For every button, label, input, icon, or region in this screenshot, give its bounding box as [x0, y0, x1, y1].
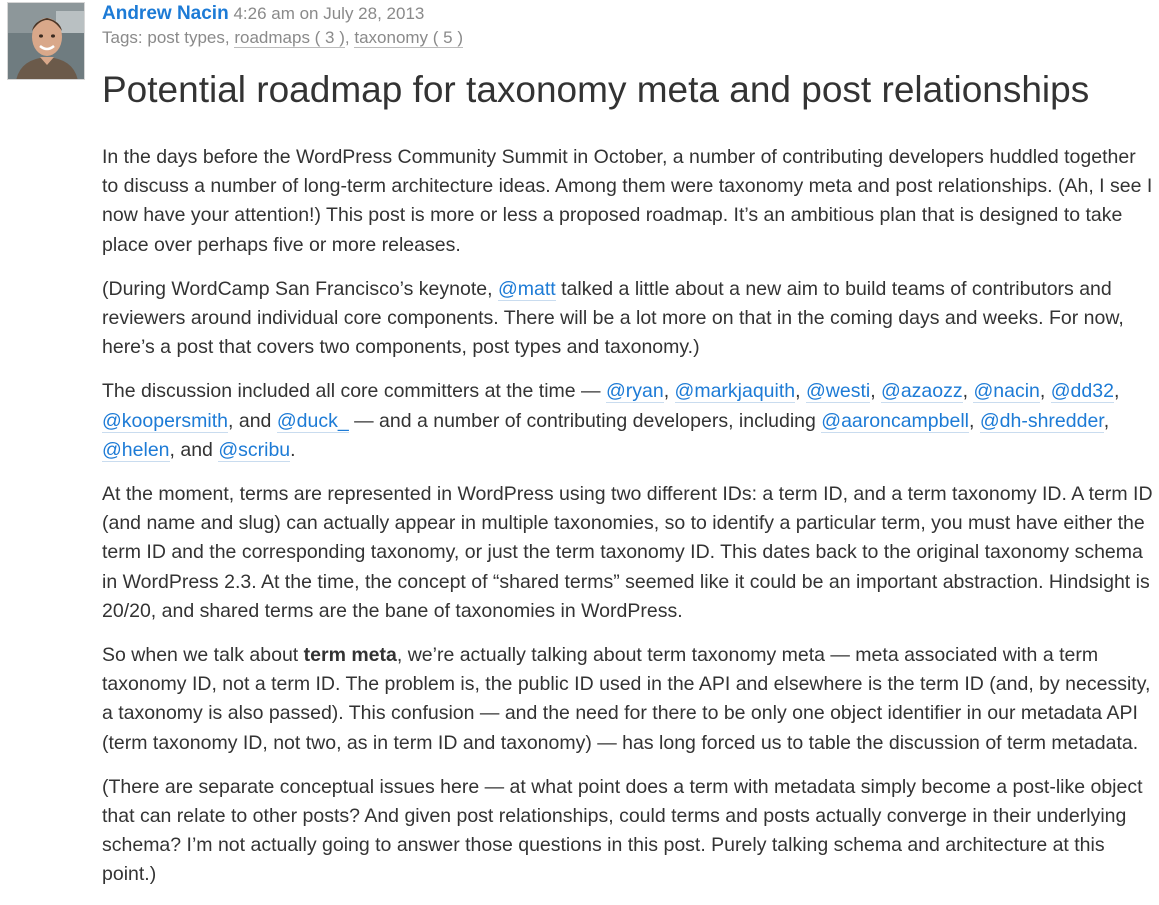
- tags-label: Tags:: [102, 28, 143, 47]
- p2-text-b: talked a little about a new aim to build teams of contributors and reviewers around individual core components. There will be a lot more on that in the coming days and weeks. For now, here’s a post that covers two components, post types and taxonomy.): [102, 277, 1124, 359]
- mention-duck[interactable]: @duck_: [276, 409, 349, 432]
- mention-dh-shredder[interactable]: @dh-shredder: [979, 409, 1104, 432]
- term-meta-bold: term meta: [303, 644, 397, 667]
- paragraph-2: [102, 275, 1156, 363]
- and-word: and: [238, 409, 272, 432]
- byline: [102, 2, 1142, 26]
- separator: ,: [1103, 409, 1110, 432]
- separator: ,: [228, 409, 234, 432]
- mention-westi[interactable]: @westi: [805, 380, 871, 403]
- separator: ,: [1113, 380, 1120, 403]
- tag-post-types[interactable]: post types: [147, 28, 225, 47]
- mention-matt[interactable]: @matt: [497, 277, 556, 300]
- author-avatar[interactable]: [7, 2, 85, 80]
- post-tags: [102, 26, 1142, 50]
- paragraph-4: At the moment, terms are represented in WordPress using two different IDs: a term ID, and a term taxonomy ID. A term ID (and name and slug) can actually appear in multiple taxonomies, so to identify a particular term, you must have either the term ID and the corresponding taxonomy, or just the term taxonomy ID. This dates back to the original taxonomy schema in WordPress 2.3. At the time, the concept of “shared terms” seemed like it could be an important abstraction. Hindsight is 20/20, and shared terms are the bane of taxonomies in WordPress.: [102, 483, 1153, 622]
- mention-dd32[interactable]: @dd32: [1050, 380, 1114, 403]
- p3-text-b: — and a number of contributing developers, including: [348, 409, 822, 432]
- paragraph-1: In the days before the WordPress Community Summit in October, a number of contributing developers huddled together to discuss a number of long-term architecture ideas. Among them were taxonomy meta and post relationships. (Ah, I see I now have your attention!) This post is more or less a proposed roadmap. It’s an ambitious plan that is designed to take place over perhaps five or more releases.: [102, 146, 1153, 256]
- mention-koopersmith[interactable]: @koopersmith: [102, 409, 229, 432]
- post-date: 4:26 am on July 28, 2013: [233, 4, 425, 23]
- separator: ,: [969, 409, 975, 432]
- tag-roadmaps[interactable]: roadmaps ( 3 ): [234, 28, 345, 47]
- separator: ,: [169, 438, 175, 461]
- mention-nacin[interactable]: @nacin: [973, 380, 1040, 403]
- paragraph-6: (There are separate conceptual issues here — at what point does a term with metadata simply become a post-like object that can relate to other posts? And given post relationships, could terms and posts actually converge in their underlying schema? I’m not actually going to answer those questions in this post. Purely talking schema and architecture at this point.): [102, 775, 1143, 886]
- paragraph-3: [102, 377, 1156, 465]
- separator: ,: [870, 380, 876, 403]
- mention-scribu[interactable]: @scribu: [218, 438, 291, 461]
- and-word: and: [180, 438, 213, 461]
- tag-separator: ,: [344, 28, 350, 47]
- p2-text-a: (During WordCamp San Francisco’s keynote,: [102, 277, 498, 300]
- mention-azaozz[interactable]: @azaozz: [881, 380, 963, 403]
- separator: ,: [962, 380, 969, 403]
- period: .: [290, 438, 296, 461]
- p5-text-a: So when we talk about: [102, 644, 304, 667]
- author-photo-icon: [8, 3, 85, 80]
- separator: ,: [1039, 380, 1046, 403]
- tag-separator: ,: [224, 28, 230, 47]
- separator: ,: [795, 380, 801, 403]
- paragraph-5: [102, 641, 1156, 758]
- post-content: [102, 143, 1156, 905]
- mention-markjaquith[interactable]: @markjaquith: [674, 380, 796, 403]
- mention-helen[interactable]: @helen: [102, 438, 170, 461]
- post-title[interactable]: Potential roadmap for taxonomy meta and post relationships: [102, 69, 1090, 110]
- mention-aaroncampbell[interactable]: @aaroncampbell: [821, 409, 970, 432]
- p5-text-b: , we’re actually talking about term taxonomy meta — meta associated with a term taxonomy ID, not a term ID. The problem is, the public ID used in the API and elsewhere is the term ID (and, by necessity, a taxonomy is also passed). This confusion — and the need for there to be only one object identifier in our metadata API (term taxonomy ID, not two, as in term ID and taxonomy) — has long forced us to table the discussion of term metadata.: [102, 644, 1151, 754]
- author-link[interactable]: Andrew Nacin: [102, 3, 229, 24]
- mention-ryan[interactable]: @ryan: [605, 380, 664, 403]
- separator: ,: [663, 380, 670, 403]
- p3-text-a: The discussion included all core committers at the time —: [102, 380, 606, 403]
- tag-taxonomy[interactable]: taxonomy ( 5 ): [354, 28, 464, 47]
- post-meta: [102, 2, 1142, 50]
